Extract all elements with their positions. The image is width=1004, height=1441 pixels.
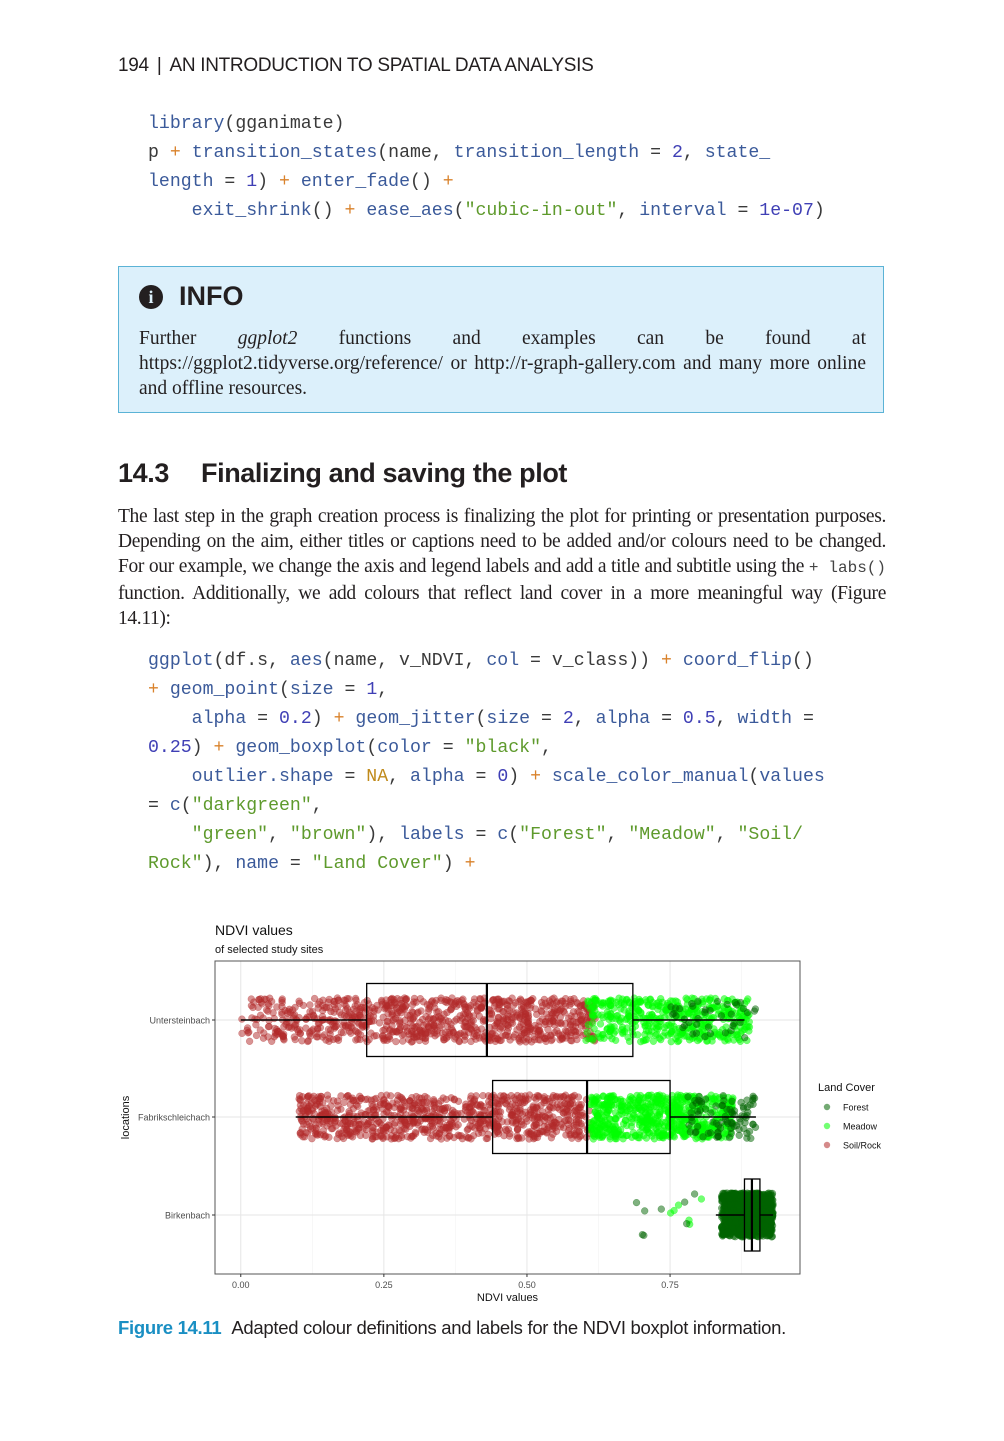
- body-paragraph: [118, 504, 886, 631]
- legend-item-label: Soil/Rock: [843, 1140, 882, 1151]
- info-text-part1: Further: [139, 328, 238, 349]
- info-text-part2: functions and examples can be found at https://ggplot2.tidyverse.org/reference/ or http://r-graph-gallery.com and many more online and offline resources.: [139, 328, 866, 399]
- x-tick-label: 0.25: [375, 1280, 393, 1290]
- section-heading: [118, 458, 567, 489]
- code-line: "green", "brown"), labels = c("Forest", "Meadow", "Soil/: [191, 825, 804, 845]
- info-title: [139, 281, 244, 312]
- code-line: 0.25) + geom_boxplot(color = "black",: [148, 738, 552, 758]
- chart-subtitle: of selected study sites: [215, 944, 324, 956]
- code-line: + geom_point(size = 1,: [148, 680, 389, 700]
- separator: |: [156, 55, 162, 76]
- x-tick-label: 0.00: [231, 1280, 250, 1290]
- paragraph-part2: function. Additionally, we add colours that reflect land cover in a more meaningful way (Figure 14.11):: [118, 583, 886, 629]
- y-tick-label: Untersteinbach: [149, 1015, 210, 1026]
- code-line: outlier.shape = NA, alpha = 0) + scale_color_manual(values: [148, 767, 825, 787]
- info-text-italic: ggplot2: [237, 328, 298, 349]
- info-icon: i: [139, 285, 163, 309]
- paragraph-part1: The last step in the graph creation process is finalizing the plot for printing or presentation purposes. Depending on the aim, either titles or captions need to be added and/or colours need to be changed. For our example, we change the axis and legend labels and add a title and subtitle using the: [118, 506, 886, 577]
- legend-item-label: Forest: [843, 1102, 869, 1113]
- code-line: exit_shrink() + ease_aes("cubic-in-out", interval = 1e-07): [148, 201, 825, 221]
- x-axis-label: NDVI values: [476, 1292, 539, 1304]
- y-tick-label: Fabrikschleichach: [137, 1112, 210, 1123]
- caption-text: Adapted colour definitions and labels for the NDVI boxplot information.: [231, 1317, 786, 1338]
- book-title: AN INTRODUCTION TO SPATIAL DATA ANALYSIS: [169, 55, 594, 76]
- code-line: p + transition_states(name, transition_length = 2, state_: [148, 143, 771, 163]
- info-title-text: INFO: [179, 281, 244, 311]
- page-number: 194: [118, 55, 149, 76]
- code-block-gganimate: [148, 110, 825, 226]
- info-text: [139, 326, 866, 401]
- code-line: ggplot(df.s, aes(name, v_NDVI, col = v_class)) + coord_flip(): [148, 651, 814, 671]
- code-block-ggplot: [148, 647, 825, 879]
- code-line: = c("darkgreen",: [148, 796, 323, 816]
- x-tick-label: 0.75: [661, 1280, 679, 1290]
- chart-title: NDVI values: [215, 922, 293, 938]
- x-tick-label: 0.50: [518, 1280, 536, 1290]
- running-head: [118, 55, 594, 77]
- code-line: Rock"), name = "Land Cover") +: [148, 854, 476, 874]
- y-axis-label: locations: [120, 1095, 132, 1140]
- legend-title: Land Cover: [818, 1082, 875, 1094]
- y-tick-label: Birkenbach: [164, 1210, 210, 1221]
- code-line: length = 1) + enter_fade() +: [148, 172, 454, 192]
- caption-label: Figure 14.11: [118, 1317, 222, 1338]
- figure-caption: [118, 1317, 786, 1339]
- section-title: Finalizing and saving the plot: [201, 458, 568, 488]
- legend-item-label: Meadow: [843, 1121, 878, 1132]
- section-number: 14.3: [118, 458, 169, 488]
- code-line: alpha = 0.2) + geom_jitter(size = 2, alpha = 0.5, width =: [148, 709, 814, 729]
- info-box: [118, 266, 884, 413]
- inline-code: + labs(): [808, 559, 886, 577]
- chart-svg: [110, 915, 900, 1310]
- code-line: library(gganimate): [148, 114, 345, 134]
- figure-ndvi-boxplot: [110, 915, 900, 1310]
- legend: [824, 1104, 830, 1148]
